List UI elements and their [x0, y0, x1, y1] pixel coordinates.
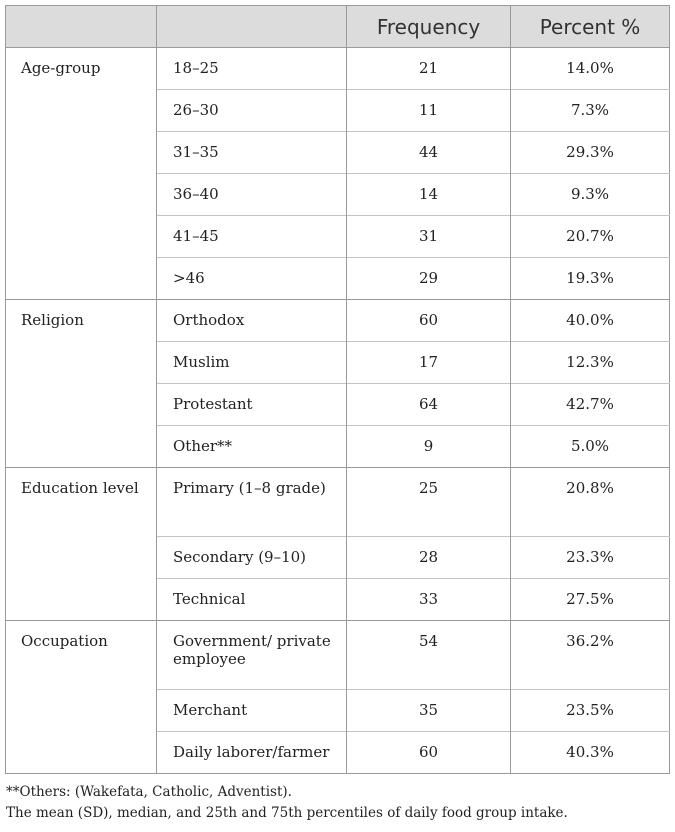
category-cell: Daily laborer/farmer — [157, 732, 347, 774]
percent-cell: 42.7% — [511, 384, 670, 426]
frequency-cell: 9 — [347, 426, 511, 468]
percent-cell: 36.2% — [511, 621, 670, 690]
frequency-cell: 21 — [347, 48, 511, 90]
frequency-cell: 60 — [347, 732, 511, 774]
category-cell: Merchant — [157, 690, 347, 732]
category-cell: Secondary (9–10) — [157, 537, 347, 579]
header-cell-frequency: Frequency — [347, 6, 511, 48]
frequency-cell: 11 — [347, 90, 511, 132]
footnote-others: **Others: (Wakefata, Catholic, Adventist). — [6, 784, 292, 800]
frequency-cell: 60 — [347, 300, 511, 342]
table-row — [6, 300, 670, 342]
group-label: Education level — [6, 468, 157, 621]
frequency-cell: 28 — [347, 537, 511, 579]
percent-cell: 19.3% — [511, 258, 670, 300]
header-cell-category — [157, 6, 347, 48]
frequency-cell: 44 — [347, 132, 511, 174]
frequency-cell: 14 — [347, 174, 511, 216]
frequency-cell: 25 — [347, 468, 511, 537]
percent-cell: 20.8% — [511, 468, 670, 537]
data-table — [5, 5, 670, 774]
category-cell: >46 — [157, 258, 347, 300]
frequency-cell: 35 — [347, 690, 511, 732]
frequency-cell: 17 — [347, 342, 511, 384]
category-cell: 31–35 — [157, 132, 347, 174]
frequency-cell: 64 — [347, 384, 511, 426]
frequency-cell: 33 — [347, 579, 511, 621]
header-cell-group — [6, 6, 157, 48]
percent-cell: 7.3% — [511, 90, 670, 132]
percent-cell: 20.7% — [511, 216, 670, 258]
header-cell-percent: Percent % — [511, 6, 670, 48]
category-cell: 36–40 — [157, 174, 347, 216]
percent-cell: 40.3% — [511, 732, 670, 774]
footnotes — [6, 782, 568, 824]
percent-cell: 27.5% — [511, 579, 670, 621]
percent-cell: 12.3% — [511, 342, 670, 384]
table-row — [6, 48, 670, 90]
percent-cell: 23.5% — [511, 690, 670, 732]
percent-cell: 23.3% — [511, 537, 670, 579]
table-row — [6, 468, 670, 537]
frequency-cell: 29 — [347, 258, 511, 300]
category-cell: 26–30 — [157, 90, 347, 132]
category-cell: Primary (1–8 grade) — [157, 468, 347, 537]
group-label: Occupation — [6, 621, 157, 774]
frequency-cell: 31 — [347, 216, 511, 258]
percent-cell: 5.0% — [511, 426, 670, 468]
category-cell: Orthodox — [157, 300, 347, 342]
category-cell: Muslim — [157, 342, 347, 384]
table-row — [6, 621, 670, 690]
footnote-description: The mean (SD), median, and 25th and 75th percentiles of daily food group intake. — [6, 805, 568, 821]
category-cell: Government/ private employee — [157, 621, 347, 690]
percent-cell: 14.0% — [511, 48, 670, 90]
percent-cell: 29.3% — [511, 132, 670, 174]
group-label: Age-group — [6, 48, 157, 300]
group-label: Religion — [6, 300, 157, 468]
category-cell: 18–25 — [157, 48, 347, 90]
percent-cell: 40.0% — [511, 300, 670, 342]
category-cell: 41–45 — [157, 216, 347, 258]
category-cell: Technical — [157, 579, 347, 621]
percent-cell: 9.3% — [511, 174, 670, 216]
header-row — [6, 6, 670, 48]
frequency-cell: 54 — [347, 621, 511, 690]
category-cell: Protestant — [157, 384, 347, 426]
category-cell: Other** — [157, 426, 347, 468]
